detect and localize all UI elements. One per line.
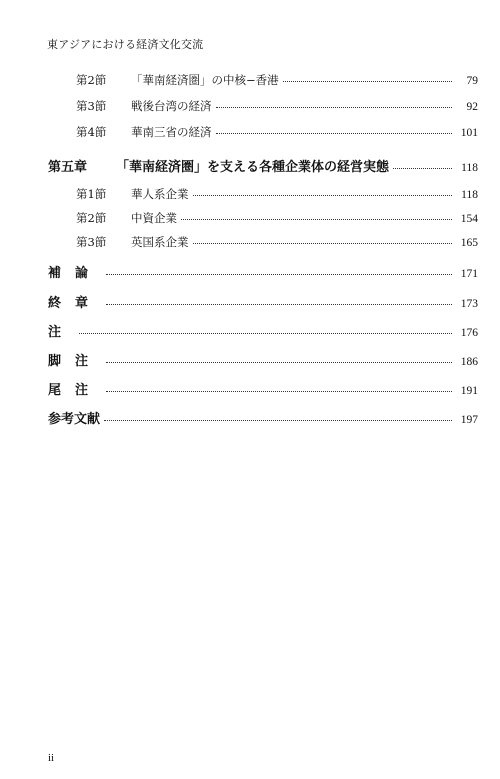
back-matter-label: 注 — [48, 325, 76, 340]
page-number: 92 — [466, 101, 478, 113]
section-number: 第3節 — [76, 99, 107, 113]
page-number: 171 — [460, 268, 478, 280]
section-title: 英国系企業 — [131, 235, 189, 249]
toc-entry-hoten[interactable] — [48, 262, 478, 281]
toc-entry-conclusion[interactable] — [48, 292, 478, 311]
page-number: 79 — [466, 75, 478, 87]
page-number: 173 — [460, 298, 478, 310]
page-number: 176 — [460, 327, 478, 339]
toc-entry-notes[interactable] — [48, 321, 478, 340]
toc-entry-footnotes[interactable] — [48, 350, 478, 369]
section-title: 中資企業 — [131, 211, 177, 225]
toc-entry-section-4[interactable] — [76, 124, 478, 140]
leader-dots — [283, 74, 452, 82]
leader-dots — [193, 236, 453, 244]
leader-dots — [106, 354, 452, 363]
section-number: 第1節 — [76, 187, 107, 201]
leader-dots — [106, 266, 452, 275]
running-head: 東アジアにおける経済文化交流 — [47, 38, 204, 51]
back-matter-label: 尾注 — [48, 383, 103, 398]
toc-entry-chapter-5[interactable] — [48, 156, 478, 175]
page-number: 154 — [460, 213, 478, 225]
back-matter-label: 脚注 — [48, 354, 103, 369]
chapter-number: 第五章 — [48, 160, 88, 175]
page-number: 118 — [461, 162, 478, 174]
page-number: 191 — [460, 385, 478, 397]
section-number: 第2節 — [76, 73, 107, 87]
toc-entry-ch5-section-1[interactable] — [76, 186, 478, 202]
section-number: 第2節 — [76, 211, 107, 225]
page-number: 197 — [460, 414, 478, 426]
toc-entry-section-2[interactable] — [76, 72, 478, 88]
leader-dots — [104, 412, 452, 421]
toc-entry-references[interactable] — [48, 408, 478, 427]
chapter-title: 「華南経済圏」を支える各種企業体の経営実態 — [116, 160, 390, 175]
leader-dots — [79, 325, 452, 334]
leader-dots — [193, 188, 453, 196]
section-number: 第4節 — [76, 125, 107, 139]
page-number: 101 — [460, 127, 478, 139]
page-number: 186 — [460, 356, 478, 368]
leader-dots — [216, 126, 453, 134]
section-title: 戦後台湾の経済 — [131, 99, 212, 113]
section-title: 「華南経済圏」の中核−香港 — [131, 73, 279, 87]
section-title: 華人系企業 — [131, 187, 189, 201]
toc-entry-ch5-section-3[interactable] — [76, 234, 478, 250]
leader-dots — [106, 383, 452, 392]
back-matter-label: 参考文献 — [48, 412, 101, 427]
leader-dots — [181, 212, 452, 220]
page-number: 118 — [461, 189, 478, 201]
toc-entry-section-3[interactable] — [76, 98, 478, 114]
page-folio: ii — [48, 752, 55, 764]
section-title: 華南三省の経済 — [131, 125, 212, 139]
toc-entry-ch5-section-2[interactable] — [76, 210, 478, 226]
back-matter-label: 補論 — [48, 266, 103, 281]
leader-dots — [393, 160, 452, 169]
page-number: 165 — [460, 237, 478, 249]
leader-dots — [216, 100, 453, 108]
section-number: 第3節 — [76, 235, 107, 249]
back-matter-label: 終章 — [48, 296, 103, 311]
leader-dots — [106, 296, 452, 305]
toc-entry-endnotes[interactable] — [48, 379, 478, 398]
